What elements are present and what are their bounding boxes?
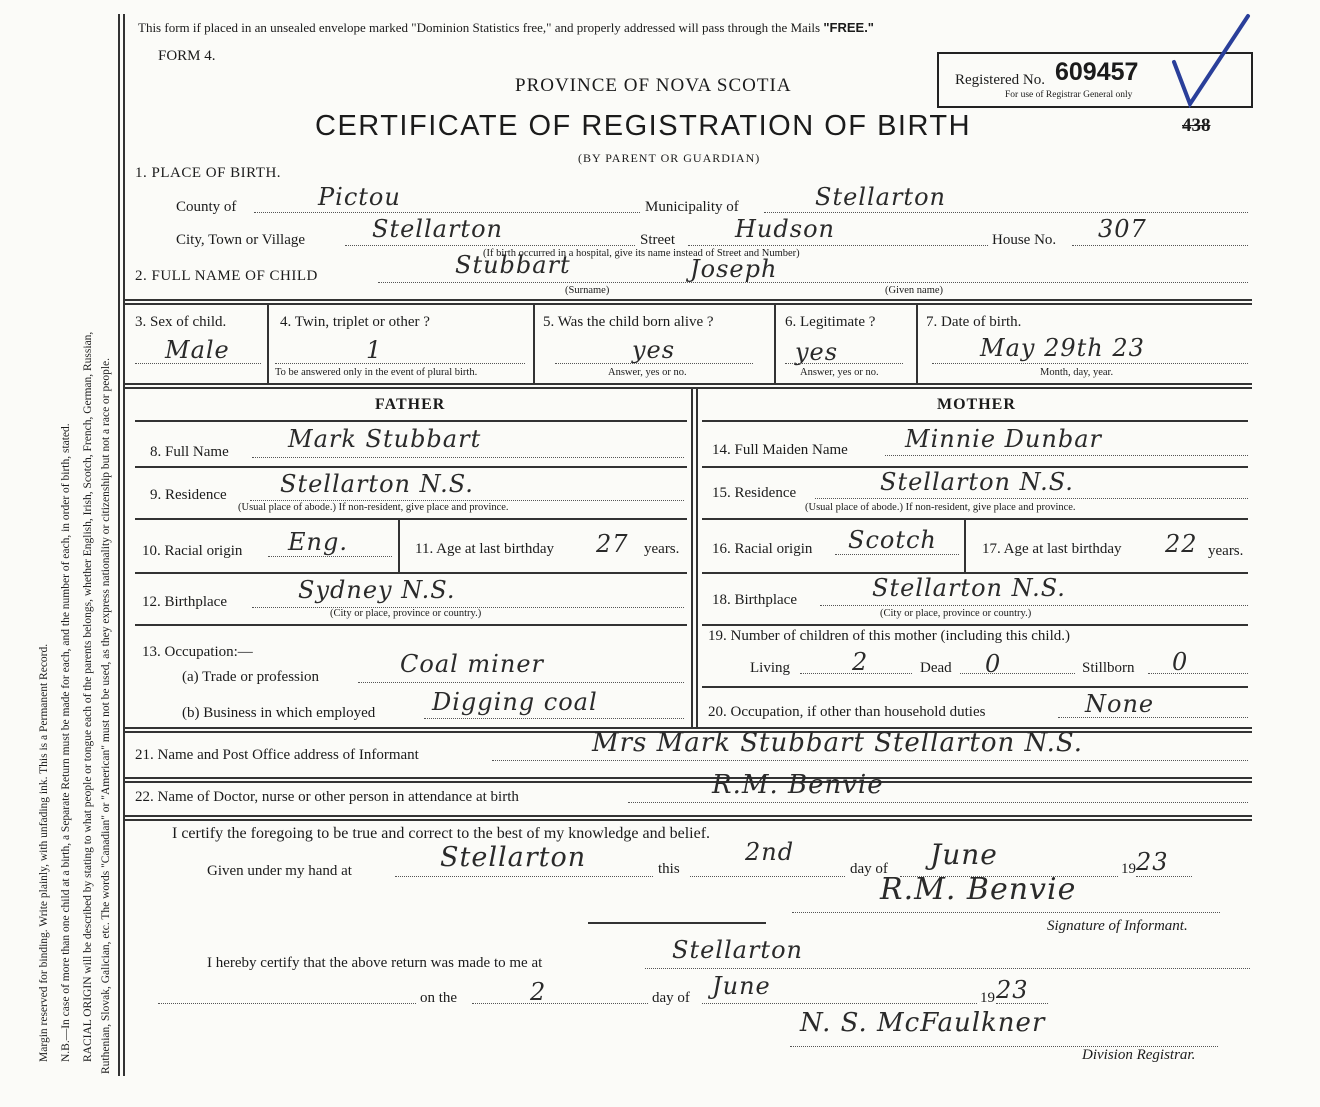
mother-residence-label: 15. Residence	[712, 485, 797, 501]
father-name-value: Mark Stubbart	[288, 425, 482, 453]
living-value: 2	[852, 648, 869, 676]
informant-value: Mrs Mark Stubbart Stellarton N.S.	[592, 728, 1083, 758]
child-name-label: 2. FULL NAME OF CHILD	[135, 268, 318, 284]
twin-value: 1	[366, 336, 383, 364]
sex-label: 3. Sex of child.	[135, 314, 227, 330]
father-birthplace-value: Sydney N.S.	[298, 576, 456, 604]
father-birthplace-label: 12. Birthplace	[142, 594, 227, 610]
legitimate-label: 6. Legitimate ?	[785, 314, 876, 330]
street-label: Street	[640, 232, 675, 248]
child-given-value: Joseph	[690, 255, 778, 283]
trade-value: Coal miner	[400, 650, 544, 678]
given-at-value: Stellarton	[440, 842, 587, 873]
father-age-unit: years.	[644, 541, 680, 557]
mother-name-label: 14. Full Maiden Name	[712, 442, 848, 458]
registrar-month-value: June	[712, 972, 771, 1000]
mother-racial-value: Scotch	[848, 526, 937, 554]
stillborn-label: Stillborn	[1082, 660, 1135, 676]
informant-signature-caption: Signature of Informant.	[1047, 918, 1188, 934]
struck-number: 438	[1182, 115, 1211, 136]
margin-note-2: N.B.—In case of more than one child at a birth, a Separate Return must be made for each, and the number of each, in order of birth, stated.	[60, 423, 72, 1062]
doctor-value: R.M. Benvie	[712, 770, 884, 800]
children-count-label: 19. Number of children of this mother (including this child.)	[708, 628, 1071, 644]
hospital-note: (If birth occurred in a hospital, give its name instead of Street and Number)	[483, 248, 800, 259]
municipality-value: Stellarton	[815, 183, 946, 211]
mother-age-value: 22	[1165, 530, 1198, 558]
dead-label: Dead	[920, 660, 952, 676]
date-of-birth-label: 7. Date of birth.	[926, 314, 1022, 330]
surname-caption: (Surname)	[565, 285, 610, 296]
mother-birthplace-label: 18. Birthplace	[712, 592, 797, 608]
twin-label: 4. Twin, triplet or other ?	[280, 314, 430, 330]
legitimate-note: Answer, yes or no.	[800, 367, 879, 378]
registrar-signature: N. S. McFaulkner	[800, 1008, 1046, 1038]
registrar-on-the-label: on the	[420, 990, 458, 1006]
certify-statement: I certify the foregoing to be true and correct to the best of my knowledge and belief.	[172, 825, 711, 842]
alive-label: 5. Was the child born alive ?	[543, 314, 714, 330]
margin-note-4: Ruthenian, Slovak, Galician, etc. The words "Canadian" or "American" must not be used, as they express nationality or citizenship but not a race or people.	[100, 357, 112, 1074]
registered-number: 609457	[1055, 58, 1139, 86]
date-of-birth-note: Month, day, year.	[1040, 367, 1114, 378]
father-racial-value: Eng.	[288, 528, 348, 556]
county-value: Pictou	[318, 183, 401, 211]
legitimate-value: yes	[795, 338, 839, 366]
mother-age-unit: years.	[1208, 543, 1244, 559]
municipality-label: Municipality of	[645, 199, 739, 215]
margin-rule-inner	[123, 14, 125, 1076]
mother-occupation-label: 20. Occupation, if other than household duties	[708, 704, 986, 720]
certify-day-value: 2nd	[745, 838, 795, 866]
father-racial-label: 10. Racial origin	[142, 543, 243, 559]
father-residence-label: 9. Residence	[150, 487, 227, 503]
county-label: County of	[176, 199, 237, 215]
father-occupation-label: 13. Occupation:—	[142, 644, 253, 660]
mother-residence-value: Stellarton N.S.	[880, 468, 1074, 496]
informant-label: 21. Name and Post Office address of Informant	[135, 747, 419, 763]
alive-note: Answer, yes or no.	[608, 367, 687, 378]
father-heading: FATHER	[375, 396, 446, 413]
stillborn-value: 0	[1172, 648, 1189, 676]
place-of-birth-heading: 1. PLACE OF BIRTH.	[135, 165, 282, 181]
city-value: Stellarton	[372, 215, 503, 243]
father-residence-note: (Usual place of abode.) If non-resident, give place and province.	[238, 502, 509, 513]
margin-note-1: Margin reserved for binding. Write plainly, with unfading ink. This is a Permanent Record.	[38, 643, 50, 1062]
registrar-day-value: 2	[530, 978, 547, 1006]
twin-note: To be answered only in the event of plural birth.	[275, 367, 478, 378]
registrar-place-value: Stellarton	[672, 936, 803, 964]
mother-name-value: Minnie Dunbar	[905, 425, 1102, 453]
registered-label: Registered No.	[955, 72, 1045, 88]
certify-day-of-label: day of	[850, 861, 888, 877]
city-label: City, Town or Village	[176, 232, 306, 248]
father-residence-value: Stellarton N.S.	[280, 470, 474, 498]
father-age-value: 27	[596, 530, 629, 558]
this-label: this	[658, 861, 680, 877]
dead-value: 0	[985, 650, 1002, 678]
given-at-label: Given under my hand at	[207, 863, 352, 879]
check-mark-icon	[1168, 12, 1254, 108]
father-age-label: 11. Age at last birthday	[415, 541, 554, 557]
registrar-day-of-label: day of	[652, 990, 690, 1006]
business-value: Digging coal	[432, 688, 598, 716]
registrar-year-value: 23	[996, 976, 1029, 1004]
certify-month-value: June	[930, 838, 998, 871]
informant-signature: R.M. Benvie	[880, 872, 1077, 907]
certify-year-value: 23	[1136, 848, 1169, 876]
father-name-label: 8. Full Name	[150, 444, 229, 460]
mother-birthplace-note: (City or place, province or country.)	[880, 608, 1032, 619]
page-title: CERTIFICATE OF REGISTRATION OF BIRTH	[315, 110, 972, 142]
mother-heading: MOTHER	[937, 396, 1016, 413]
given-caption: (Given name)	[885, 285, 944, 296]
certify-year-prefix: 19	[1121, 861, 1136, 877]
registrar-statement: I hereby certify that the above return was made to me at	[207, 955, 543, 971]
house-label: House No.	[992, 232, 1057, 248]
registrar-note: For use of Registrar General only	[1005, 90, 1133, 100]
margin-rule	[118, 14, 120, 1076]
province-heading: PROVINCE OF NOVA SCOTIA	[515, 75, 792, 96]
mother-racial-label: 16. Racial origin	[712, 541, 813, 557]
mail-notice: This form if placed in an unsealed envelope marked "Dominion Statistics free," and properly addressed will pass through the Mails "FREE."	[138, 20, 874, 35]
sex-value: Male	[165, 336, 230, 364]
mother-age-label: 17. Age at last birthday	[982, 541, 1122, 557]
registrar-year-prefix: 19	[980, 990, 995, 1006]
living-label: Living	[750, 660, 790, 676]
street-value: Hudson	[735, 215, 835, 243]
house-value: 307	[1098, 215, 1147, 243]
alive-value: yes	[632, 336, 676, 364]
business-label: (b) Business in which employed	[182, 705, 376, 721]
margin-note-3: RACIAL ORIGIN will be described by stating to what people or tongue each of the parents belongs, whether English, Irish, Scotch, French, German, Russian,	[82, 331, 94, 1062]
child-surname-value: Stubbart	[455, 251, 571, 279]
doctor-label: 22. Name of Doctor, nurse or other person in attendance at birth	[135, 789, 519, 805]
date-of-birth-value: May 29th 23	[980, 334, 1145, 362]
registrar-signature-caption: Division Registrar.	[1082, 1047, 1196, 1063]
trade-label: (a) Trade or profession	[182, 669, 320, 685]
page-subtitle: (BY PARENT OR GUARDIAN)	[578, 151, 761, 165]
mother-residence-note: (Usual place of abode.) If non-resident, give place and province.	[805, 502, 1076, 513]
father-birthplace-note: (City or place, province or country.)	[330, 608, 482, 619]
form-number: FORM 4.	[158, 48, 216, 64]
mother-birthplace-value: Stellarton N.S.	[872, 574, 1066, 602]
mother-occupation-value: None	[1085, 690, 1155, 718]
